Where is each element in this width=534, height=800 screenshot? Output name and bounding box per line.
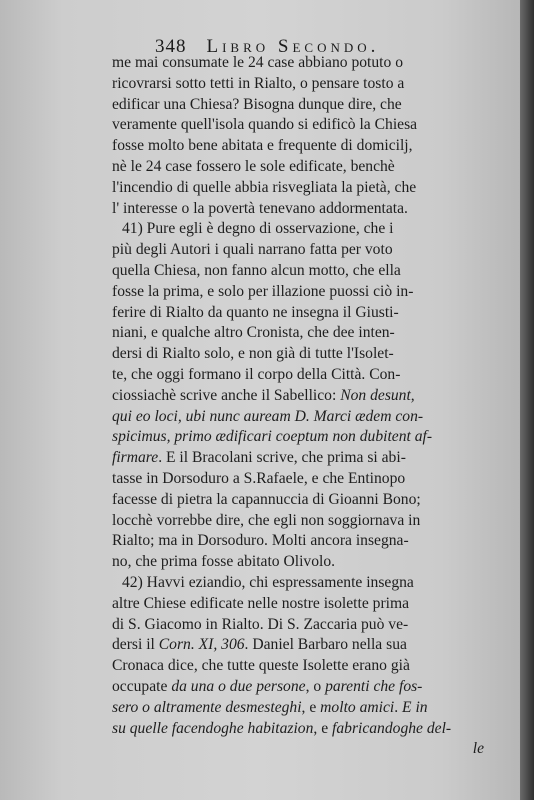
text-segment: 41) Pure egli è degno di osservazione, che i [122, 220, 394, 238]
text-line [112, 261, 508, 282]
text-segment: . Daniel Barbaro nella sua [244, 636, 407, 654]
text-segment: , o [305, 677, 326, 695]
italic-segment: le [472, 740, 484, 758]
text-line [112, 95, 508, 116]
text-segment: tasse in Dorsoduro a S.Rafaele, e che Entinopo [112, 469, 406, 487]
text-segment: più degli Autori i quali narrano fatta per voto [112, 241, 393, 259]
text-line [112, 303, 508, 324]
text-line [112, 448, 508, 469]
text-line [112, 178, 508, 199]
text-line [112, 365, 508, 386]
italic-segment: spicimus, primo ædificari coeptum non dubitent af- [112, 428, 433, 446]
italic-segment: qui eo loci, ubi nunc auream D. Marci ædem con- [112, 407, 424, 425]
text-segment: l' interesse o la povertà tenevano addormentata. [112, 199, 408, 217]
text-line [112, 490, 508, 511]
italic-segment: fabricandoghe del- [332, 719, 452, 737]
text-line [112, 573, 508, 594]
text-line [112, 407, 508, 428]
text-line [112, 199, 508, 220]
text-line [112, 719, 508, 740]
text-line [112, 656, 508, 677]
italic-segment: su quelle facendoghe habitazion [112, 719, 314, 737]
italic-segment: E in [402, 698, 428, 716]
text-line [112, 511, 508, 532]
italic-segment: parenti che fos- [325, 677, 423, 695]
text-line [112, 698, 508, 719]
text-segment: me mai consumate le 24 case abbiano potuto o [112, 54, 403, 71]
text-segment: 42) Havvi eziandio, chi espressamente insegna [122, 573, 414, 591]
text-line [112, 157, 508, 178]
text-segment: dersi di Rialto solo, e non già di tutte l'Isolet- [112, 345, 394, 363]
text-segment: Rialto; ma in Dorsoduro. Molti ancora insegna- [112, 532, 409, 550]
body-text [112, 53, 508, 760]
text-segment: edificar una Chiesa? Bisogna dunque dire, che [112, 95, 402, 113]
text-segment: , e [313, 719, 333, 737]
text-line [112, 531, 508, 552]
italic-segment: sero o altramente desmesteghi [112, 698, 302, 716]
text-line [112, 219, 508, 240]
text-segment: fosse molto bene abitata e frequente di domicilj, [112, 137, 413, 155]
text-segment: quella Chiesa, non fanno alcun motto, che ella [112, 261, 401, 279]
text-segment: . [394, 698, 403, 716]
text-segment: di S. Giacomo in Rialto. Di S. Zaccaria può ve- [112, 615, 409, 633]
text-line [112, 74, 508, 95]
text-segment: facesse di pietra la capannuccia di Gioanni Bono; [112, 490, 421, 508]
italic-segment: Non desunt, [340, 386, 415, 404]
text-segment: nè le 24 case fossero le sole edificate, benchè [112, 157, 395, 175]
text-segment: altre Chiese edificate nelle nostre isolette prima [112, 594, 410, 612]
text-segment: Cronaca dice, che tutte queste Isolette erano già [112, 657, 410, 675]
text-segment: no, che prima fosse abitato Olivolo. [112, 553, 336, 571]
text-line [112, 53, 508, 74]
running-title: Libro Secondo. [206, 36, 380, 57]
text-segment: ferire di Rialto da quanto ne insegna il Giusti- [112, 303, 399, 321]
text-segment: niani, e qualche altro Cronista, che dee inten- [112, 324, 395, 342]
text-line [112, 136, 508, 157]
page-number: 348 [155, 36, 187, 57]
italic-segment: Corn. XI, 306 [158, 636, 245, 654]
text-line [112, 635, 508, 656]
text-segment: . E il Bracolani scrive, che prima si abi- [158, 449, 406, 467]
text-segment: l'incendio di quelle abbia risvegliata la pietà, che [112, 178, 417, 196]
text-line [112, 282, 508, 303]
text-line [112, 386, 508, 407]
text-line [112, 615, 508, 636]
text-segment: te, che oggi formano il corpo della Città. Con- [112, 365, 401, 383]
italic-segment: firmare [112, 449, 159, 467]
text-line [112, 344, 508, 365]
text-line [112, 552, 508, 573]
text-segment: fosse la prima, e solo per illazione puossi ciò in- [112, 282, 414, 300]
text-segment: ricovrarsi sotto tetti in Rialto, o pensare tosto a [112, 74, 405, 92]
text-line [112, 469, 508, 490]
text-segment: dersi il [112, 636, 159, 654]
text-line [112, 594, 508, 615]
italic-segment: da una o due persone [171, 677, 306, 695]
text-line [112, 115, 508, 136]
italic-segment: molto amici [320, 698, 395, 716]
text-segment: locchè vorrebbe dire, che egli non soggiornava in [112, 511, 421, 529]
text-line [112, 427, 508, 448]
text-line [112, 323, 508, 344]
text-segment: , e [301, 698, 321, 716]
text-segment: veramente quell'isola quando si edificò la Chiesa [112, 116, 418, 134]
text-line [112, 739, 508, 760]
page-edge-shadow [520, 0, 534, 800]
text-segment: ciossiachè scrive anche il Sabellico: [112, 386, 341, 404]
text-segment: occupate [112, 677, 172, 695]
text-line [112, 240, 508, 261]
text-line [112, 677, 508, 698]
